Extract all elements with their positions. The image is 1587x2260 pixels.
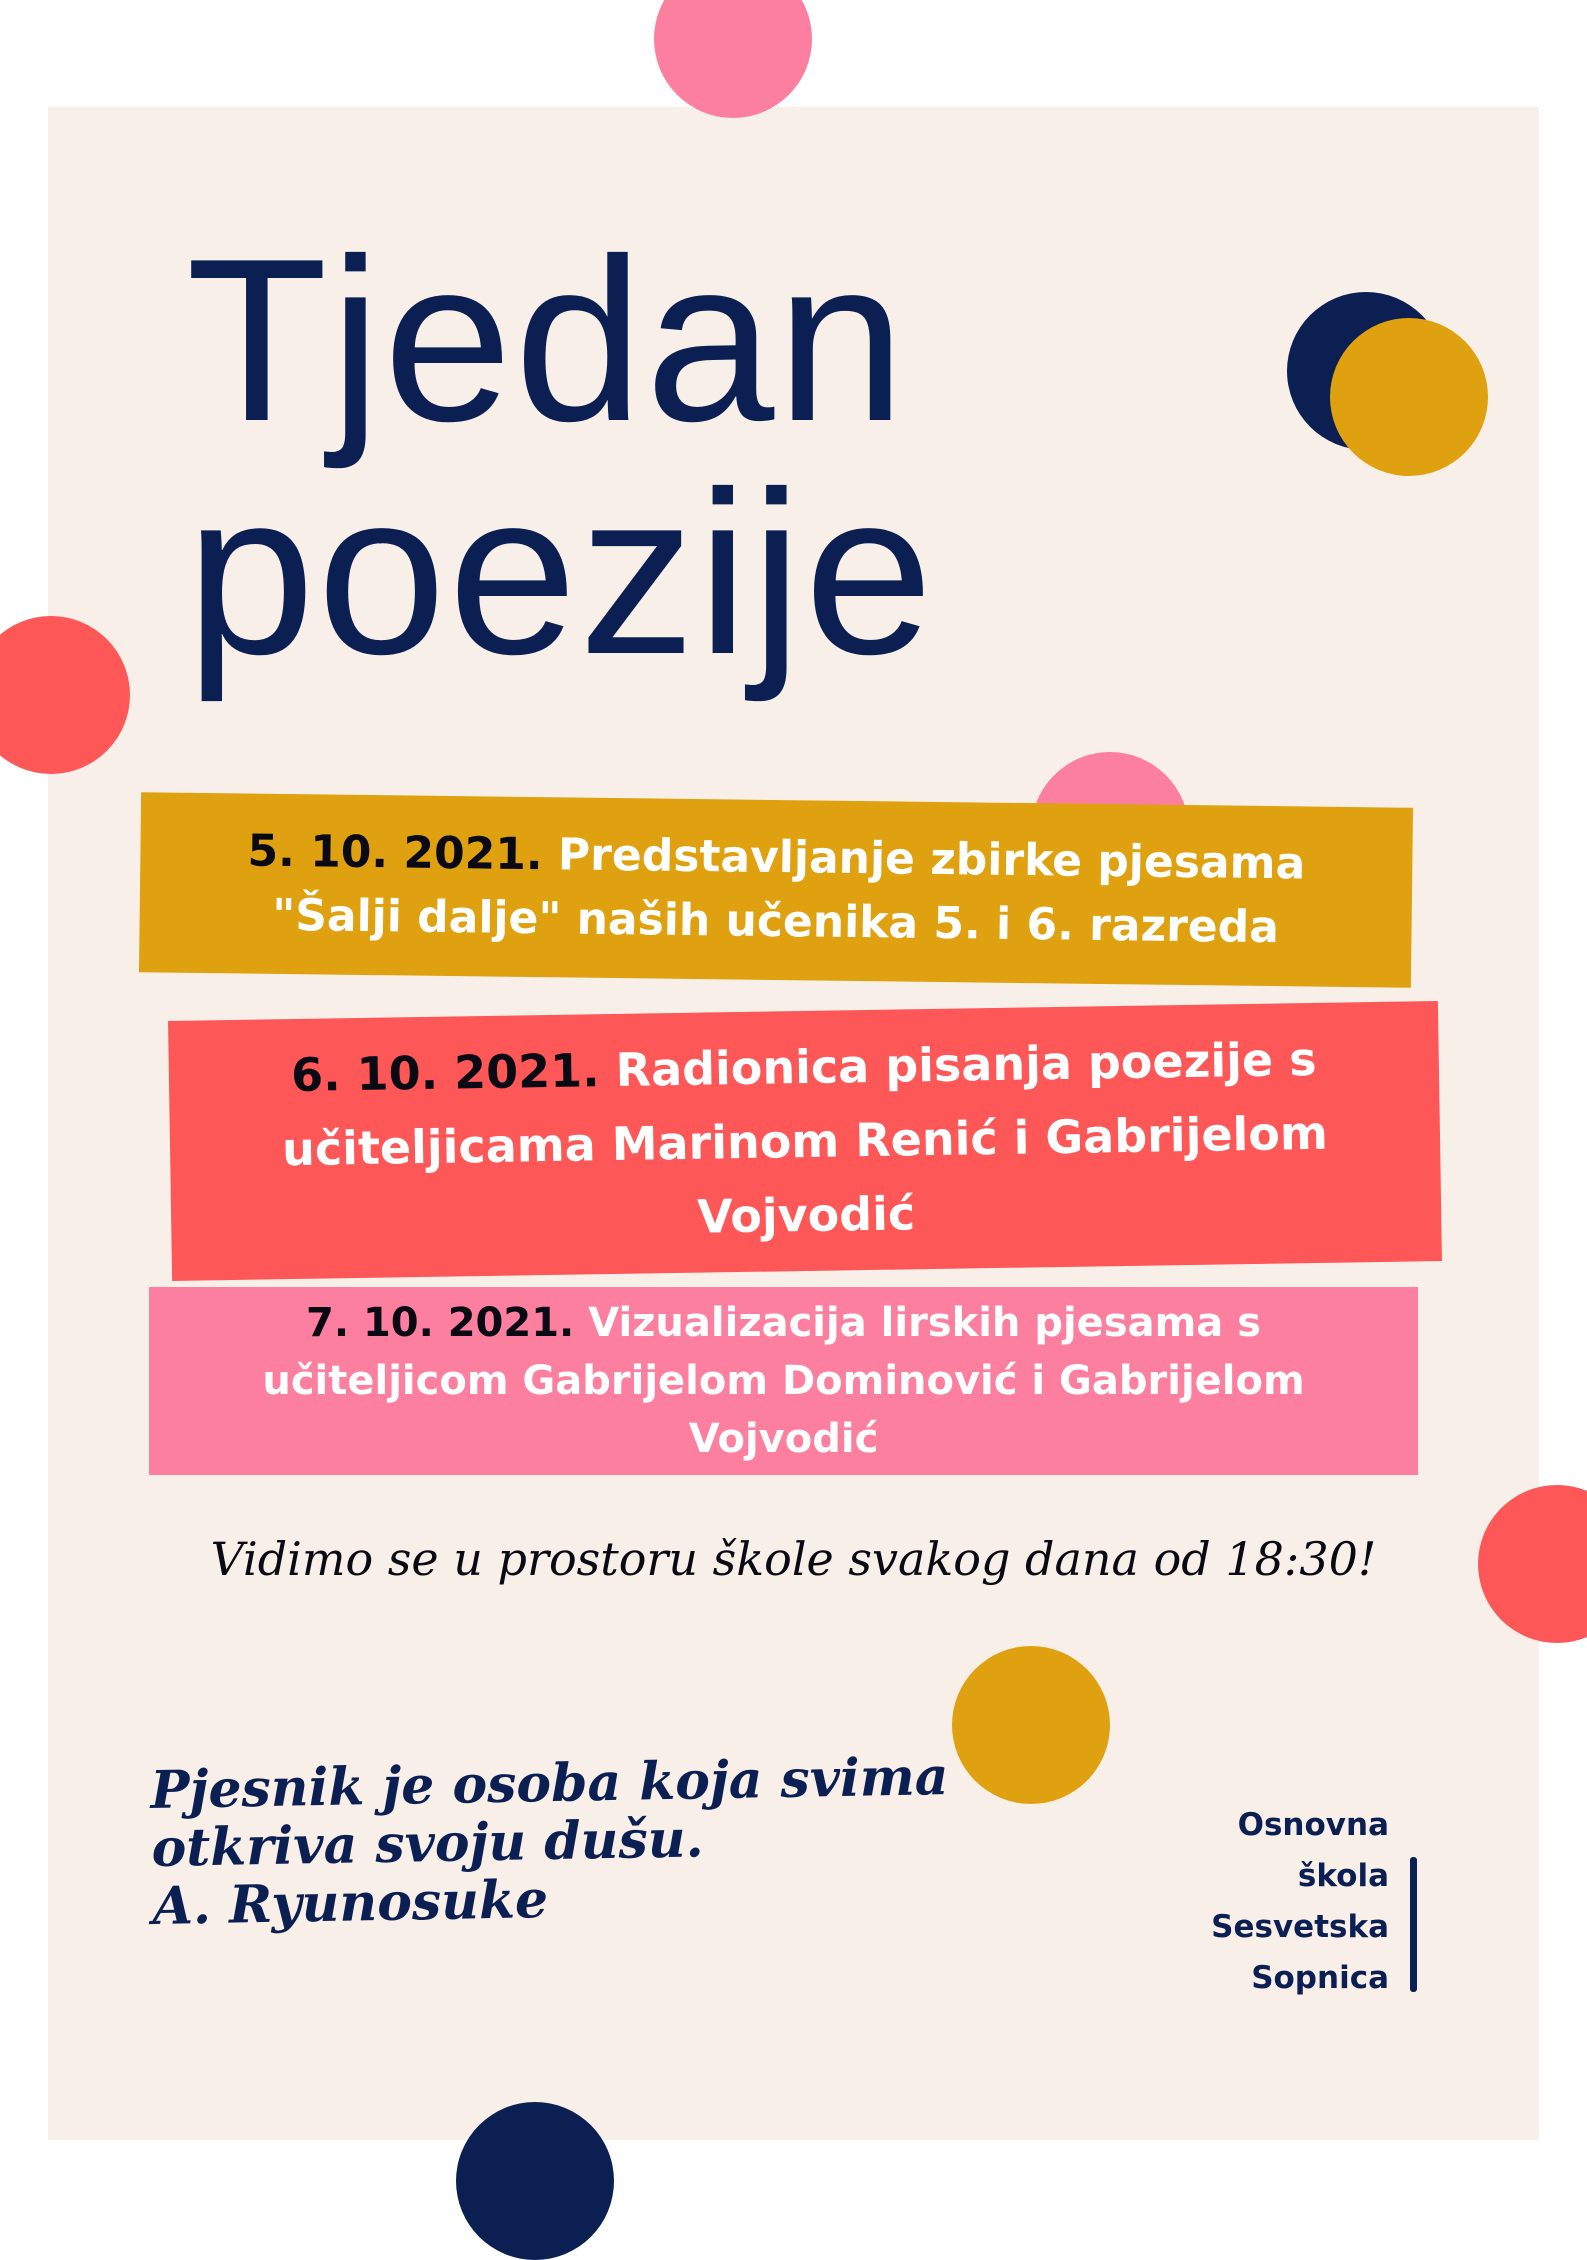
event-3-line-3: Vojvodić <box>688 1416 879 1462</box>
quote-author: A. Ryunosuke <box>151 1869 549 1937</box>
mustard-dot-bottom <box>952 1646 1110 1804</box>
title-line-1: Tjedan <box>186 211 908 470</box>
poet-quote <box>150 1748 951 1936</box>
quote-line-2: otkriva svoju dušu. <box>150 1808 705 1879</box>
pink-dot-top <box>654 0 812 118</box>
school-name <box>1211 1800 1389 2004</box>
event-3-line-1 <box>149 1294 1418 1352</box>
quote-line-1: Pjesnik je osoba koja svima <box>149 1746 949 1821</box>
event-2-title: Radionica pisanja poezije s <box>615 1031 1317 1097</box>
event-2-line-2: učiteljicama Marinom Renić i Gabrijelom <box>281 1105 1329 1177</box>
title-line-2: poezije <box>186 444 936 703</box>
event-1-date: 5. 10. 2021. <box>247 825 543 881</box>
school-line-4: Sopnica <box>1251 1960 1389 1996</box>
event-banner-1 <box>139 792 1413 988</box>
event-1-title: Predstavljanje zbirke pjesama <box>557 829 1306 890</box>
event-2-line-3: Vojvodić <box>696 1186 916 1244</box>
school-divider <box>1410 1857 1417 1992</box>
invite-text: Vidimo se u prostoru škole svakog dana od 18:30! <box>210 1532 1377 1586</box>
school-line-1: Osnovna <box>1237 1807 1389 1843</box>
event-2-date: 6. 10. 2021. <box>290 1043 601 1103</box>
event-1-line-2: "Šalji dalje" naših učenika 5. i 6. razreda <box>272 889 1280 954</box>
mustard-dot-right <box>1330 318 1488 476</box>
event-3-date: 7. 10. 2021. <box>305 1300 575 1346</box>
event-banner-2 <box>168 1001 1442 1281</box>
school-line-3: Sesvetska <box>1211 1909 1389 1945</box>
event-3-line-2: učiteljicom Gabrijelom Dominović i Gabrijelom <box>262 1358 1305 1404</box>
school-line-2: škola <box>1297 1858 1389 1894</box>
navy-dot-bottom <box>456 2102 614 2260</box>
event-banner-3 <box>149 1287 1418 1475</box>
event-3-title: Vizualizacija lirskih pjesama s <box>588 1300 1261 1346</box>
